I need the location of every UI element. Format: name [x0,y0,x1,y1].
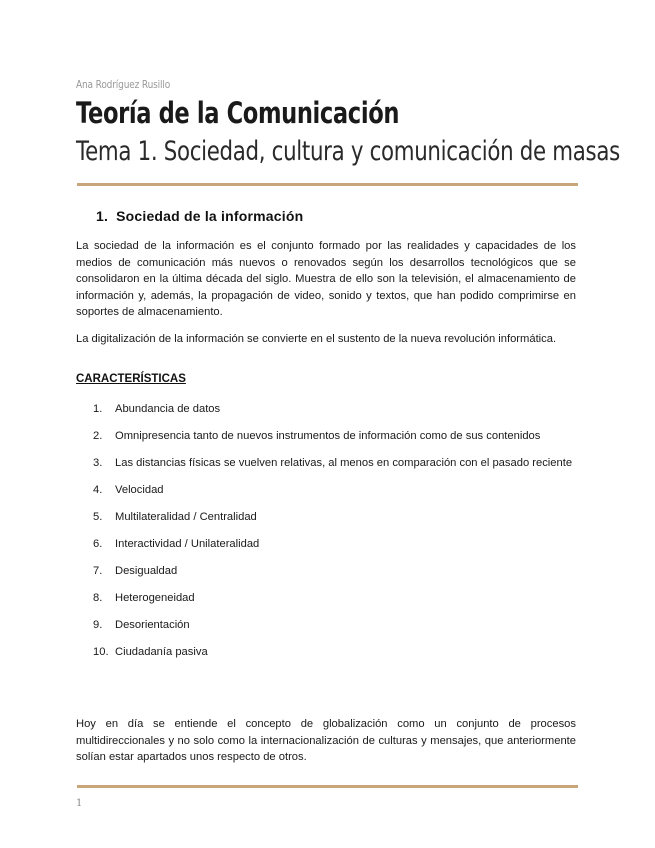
list-item-number: 6. [93,538,103,550]
footer-divider [77,785,578,788]
list-item-text: Las distancias físicas se vuelven relativas, al menos en comparación con el pasado reciente [115,457,573,469]
list-item-number: 10. [93,646,109,658]
header-divider [77,183,578,186]
list-item-text: Heterogeneidad [115,592,195,604]
document-title: Teoría de la Comunicación [76,96,400,130]
list-item-text: Abundancia de datos [115,403,221,415]
paragraph-digitalization: La digitalización de la información se convierte en el sustento de la nueva revolución informática. [76,333,557,345]
list-item-text: Desigualdad [115,565,178,577]
list-item-text: Omnipresencia tanto de nuevos instrumentos de información como de sus contenidos [115,430,541,442]
list-item-number: 9. [93,619,103,631]
list-item-number: 7. [93,565,103,577]
list-item [93,482,577,498]
list-item [93,509,577,525]
list-item [93,455,577,471]
list-item [93,536,577,552]
characteristics-list [93,401,577,671]
list-item-number: 1. [93,403,103,415]
list-item-number: 4. [93,484,103,496]
section-heading [96,208,303,224]
list-item [93,617,577,633]
list-item-text: Desorientación [115,619,190,631]
list-item [93,590,577,606]
list-item-number: 3. [93,457,103,469]
list-item [93,644,577,660]
list-item-number: 8. [93,592,103,604]
list-item-text: Multilateralidad / Centralidad [115,511,257,523]
section-number: 1. [96,208,109,224]
list-item-text: Ciudadanía pasiva [115,646,208,658]
list-item [93,428,577,444]
list-item-text: Interactividad / Unilateralidad [115,538,260,550]
list-item-number: 5. [93,511,103,523]
list-item [93,401,577,417]
list-item [93,563,577,579]
document-subtitle: Tema 1. Sociedad, cultura y comunicación de masas [76,136,620,167]
section-title: Sociedad de la información [116,208,304,224]
author-name: Ana Rodríguez Rusillo [76,78,171,91]
page-number: 1 [76,798,83,809]
characteristics-heading: CARACTERÍSTICAS [76,373,186,385]
list-item-number: 2. [93,430,103,442]
list-item-text: Velocidad [115,484,164,496]
paragraph-intro: La sociedad de la información es el conjunto formado por las realidades y capacidades de los medios de comunicación más nuevos o renovados según los desarrollos tecnológicos que se consolidaron en la última década del siglo. Muestra de ello son la televisión, el almacenamiento de información y, además, la propagación de video, sonido y textos, que han podido comprimirse en soportes de almacenamiento. [76,240,576,318]
paragraph-globalization: Hoy en día se entiende el concepto de globalización como un conjunto de procesos multidireccionales y no solo como la internacionalización de culturas y mensajes, que anteriormente solían estar apartados unos respecto de otros. [76,718,576,763]
